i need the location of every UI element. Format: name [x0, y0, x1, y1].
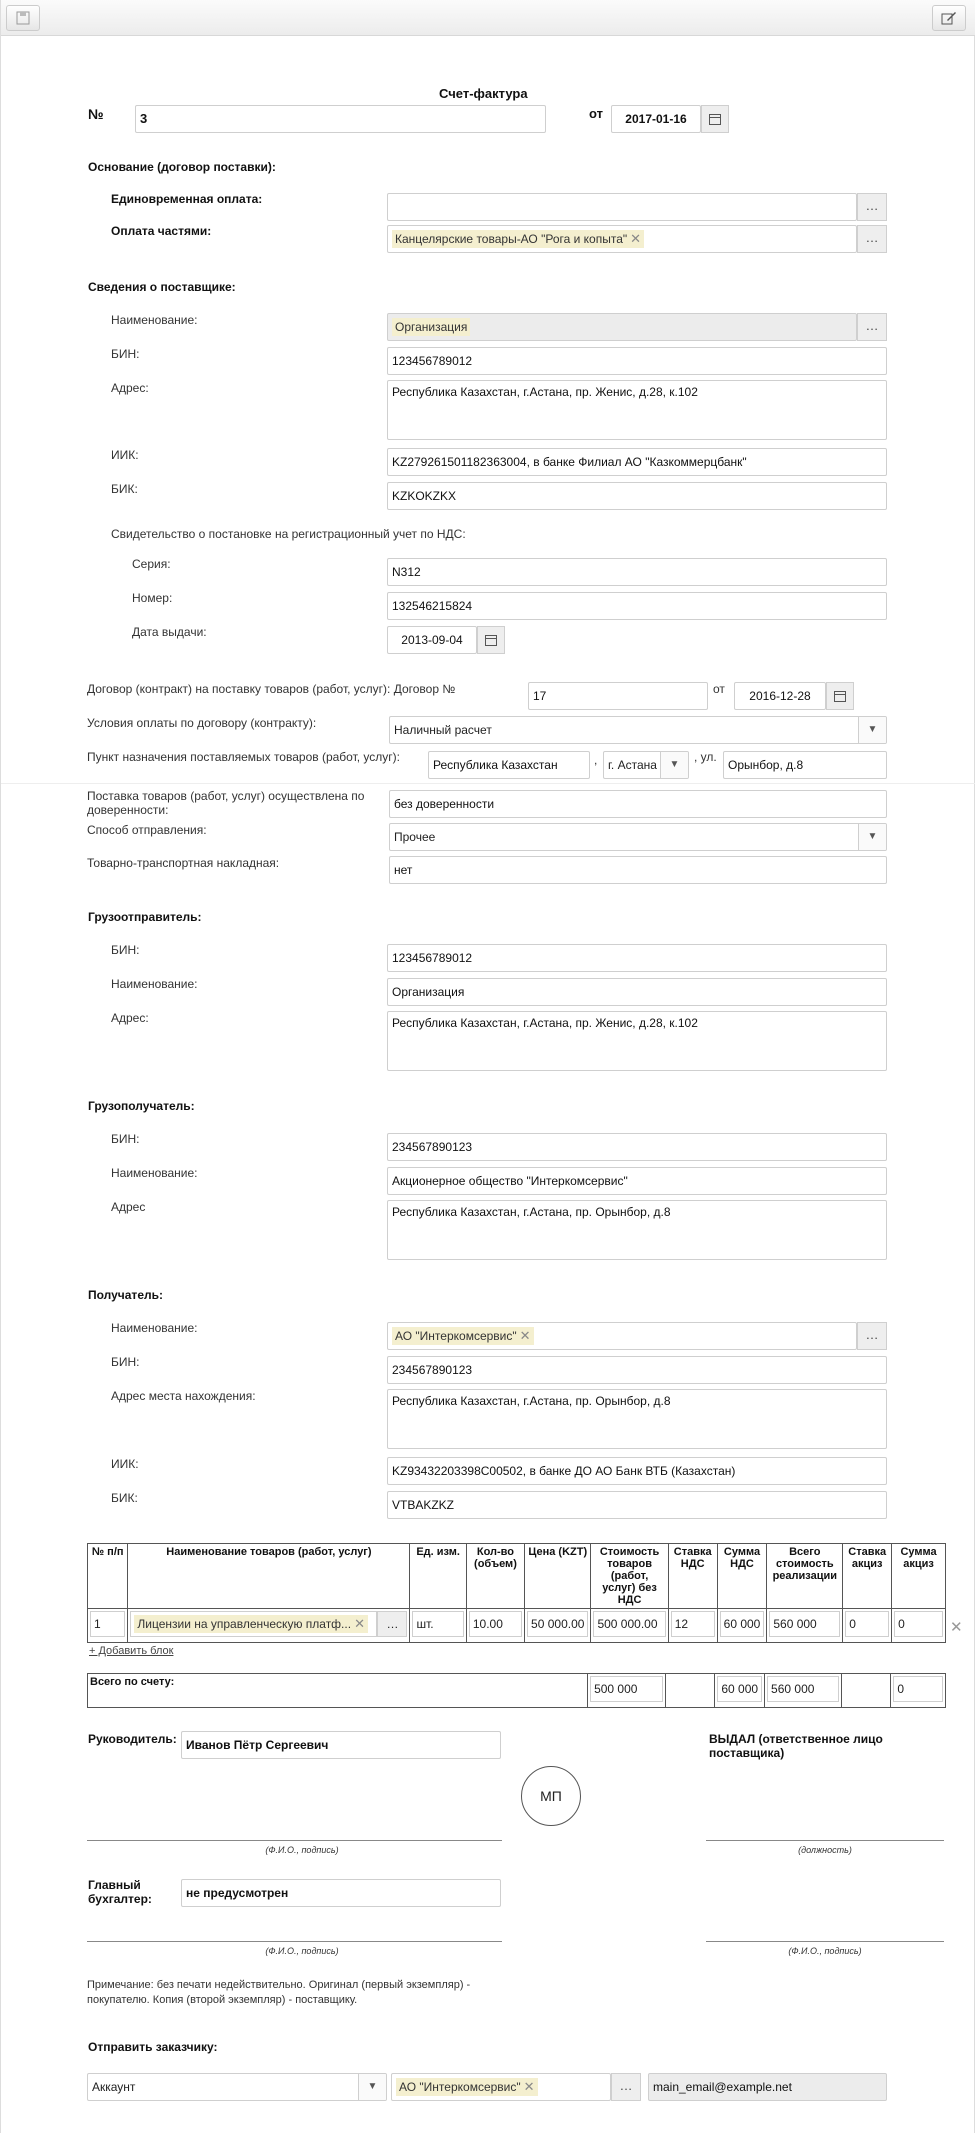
supplier-bik-input[interactable]: KZKOKZKX: [387, 482, 887, 510]
col-header: Стоимость товаров (работ, услуг) без НДС: [591, 1544, 668, 1609]
remove-tag-icon[interactable]: ✕: [354, 1616, 365, 1631]
chevron-down-icon: ▼: [858, 717, 886, 743]
issue-calendar-button[interactable]: [477, 626, 505, 654]
send-recipient-tag: [396, 2078, 538, 2096]
goods-table: [87, 1543, 946, 1643]
account-value: Аккаунт: [92, 2080, 136, 2094]
head-caption: (Ф.И.О., подпись): [265, 1845, 339, 1855]
consignee-bin-label: БИН:: [111, 1132, 140, 1146]
total-sum-input[interactable]: 560 000: [767, 1676, 839, 1702]
stamp-placeholder: МП: [521, 1766, 581, 1826]
recipient-iik-input[interactable]: KZ93432203398C00502, в банке ДО АО Банк ВТБ (Казахстан): [387, 1457, 887, 1485]
consignee-address-input[interactable]: Республика Казахстан, г.Астана, пр. Орынбор, д.8: [387, 1200, 887, 1260]
cert-number-input[interactable]: 132546215824: [387, 592, 887, 620]
recipient-name-label: Наименование:: [111, 1321, 198, 1335]
add-block-link[interactable]: + Добавить блок: [89, 1645, 174, 1657]
street-input[interactable]: Орынбор, д.8: [723, 751, 887, 779]
recipient-bin-label: БИН:: [111, 1355, 140, 1369]
col-header: Ставка акциз: [843, 1544, 892, 1609]
city-value: г. Астана: [608, 758, 657, 772]
cost-input[interactable]: 500 000.00: [593, 1611, 665, 1637]
shipper-address-input[interactable]: Республика Казахстан, г.Астана, пр. Женис, д.28, к.102: [387, 1011, 887, 1071]
cert-number-label: Номер:: [132, 591, 173, 605]
supplier-bin-label: БИН:: [111, 347, 140, 361]
col-header: Цена (KZT): [525, 1544, 591, 1609]
supplier-bik-label: БИК:: [111, 482, 138, 496]
col-header: Всего стоимость реализации: [767, 1544, 843, 1609]
product-input[interactable]: [130, 1611, 377, 1637]
shipping-label: Способ отправления:: [87, 823, 207, 837]
contract-calendar-button[interactable]: [826, 682, 854, 710]
edit-icon: [941, 10, 957, 26]
invoice-number-input[interactable]: 3: [135, 105, 546, 133]
recipient-bin-input[interactable]: 234567890123: [387, 1356, 887, 1384]
accountant-signature-line: [87, 1941, 502, 1942]
comma-separator: ,: [594, 753, 598, 767]
recipient-bik-label: БИК:: [111, 1491, 138, 1505]
col-header: Наименование товаров (работ, услуг): [128, 1544, 410, 1609]
waybill-label: Товарно-транспортная накладная:: [87, 856, 280, 870]
recipient-iik-label: ИИК:: [111, 1457, 139, 1471]
payment-terms-select[interactable]: [389, 716, 887, 744]
col-header: Сумма НДС: [717, 1544, 767, 1609]
excise-sum-input[interactable]: 0: [894, 1611, 943, 1637]
table-header-row: [88, 1544, 946, 1609]
proxy-input[interactable]: без доверенности: [389, 790, 887, 818]
col-header: Ставка НДС: [668, 1544, 717, 1609]
col-header: Сумма акциз: [892, 1544, 946, 1609]
contract-label: Договор (контракт) на поставку товаров (работ, услуг): Договор №: [87, 682, 456, 696]
supplier-iik-input[interactable]: KZ279261501182363004, в банке Филиал АО "Казкоммерцбанк": [387, 448, 887, 476]
recipient-name-input[interactable]: [387, 1322, 857, 1350]
row-number-input[interactable]: 1: [90, 1611, 125, 1637]
shipper-name-label: Наименование:: [111, 977, 198, 991]
lump-select-button[interactable]: …: [857, 193, 887, 221]
supplier-name-label: Наименование:: [111, 313, 198, 327]
send-label: Отправить заказчику:: [88, 2040, 218, 2054]
calendar-icon: [709, 113, 721, 125]
issued-label: ВЫДАЛ (ответственное лицо поставщика): [709, 1732, 883, 1760]
supplier-select-button[interactable]: …: [857, 313, 887, 341]
contract-tag-text: Канцелярские товары-АО "Рога и копыта": [395, 232, 628, 246]
lump-label: Единовременная оплата:: [111, 192, 263, 206]
remove-tag-icon[interactable]: ✕: [523, 2079, 535, 2094]
totals-label: Всего по счету:: [88, 1674, 588, 1708]
date-label: от: [589, 106, 603, 121]
supplier-iik-label: ИИК:: [111, 448, 139, 462]
recipient-bik-input[interactable]: VTBAKZKZ: [387, 1491, 887, 1519]
save-icon: [16, 11, 30, 25]
street-label: , ул.: [694, 750, 717, 764]
supplier-address-label: Адрес:: [111, 381, 149, 395]
consignee-address-label: Адрес: [111, 1200, 146, 1214]
col-header: Ед. изм.: [410, 1544, 466, 1609]
position-caption: (должность): [798, 1845, 852, 1855]
price-input[interactable]: 50 000.00: [527, 1611, 588, 1637]
note-text: Примечание: без печати недействительно. Оригинал (первый экземпляр) - покупателю. Копия (второй экземпляр) - поставщику.: [87, 1979, 471, 2006]
edit-button[interactable]: [932, 5, 966, 31]
shipping-value: Прочее: [394, 830, 436, 844]
country-input[interactable]: Республика Казахстан: [428, 751, 590, 779]
remove-tag-icon[interactable]: ✕: [519, 1328, 531, 1343]
shipper-bin-label: БИН:: [111, 943, 140, 957]
number-label: №: [88, 106, 104, 122]
chevron-down-icon: ▼: [660, 752, 688, 778]
series-label: Серия:: [132, 557, 171, 571]
parts-select-button[interactable]: …: [857, 225, 887, 253]
vat-cert-label: Свидетельство о постановке на регистрационный учет по НДС:: [111, 527, 466, 541]
basis-label: Основание (договор поставки):: [88, 160, 276, 174]
product-tag-text: Лицензии на управленческую платф...: [137, 1617, 352, 1631]
calendar-icon: [834, 690, 846, 702]
vat-rate-input[interactable]: 12: [671, 1611, 715, 1637]
total-excise-input[interactable]: 0: [893, 1676, 943, 1702]
totals-row: [88, 1674, 946, 1708]
send-recipient-tag-text: АО "Интеркомсервис": [399, 2080, 521, 2094]
calendar-button[interactable]: [701, 105, 729, 133]
parts-payment-input[interactable]: [387, 225, 857, 253]
destination-label: Пункт назначения поставляемых товаров (работ, услуг):: [87, 750, 400, 764]
email-input[interactable]: main_email@example.net: [648, 2073, 887, 2101]
contract-date-input[interactable]: 2016-12-28: [734, 682, 826, 710]
product-field: [130, 1611, 407, 1637]
issued-fio-caption: (Ф.И.О., подпись): [788, 1946, 862, 1956]
shipper-bin-input[interactable]: 123456789012: [387, 944, 887, 972]
recipient-label: Получатель:: [88, 1288, 163, 1302]
consignee-name-label: Наименование:: [111, 1166, 198, 1180]
send-recipient-select-button[interactable]: …: [611, 2073, 641, 2101]
product-select-button[interactable]: …: [377, 1611, 407, 1637]
top-toolbar: [1, 0, 975, 36]
shipper-address-label: Адрес:: [111, 1011, 149, 1025]
supplier-address-input[interactable]: Республика Казахстан, г.Астана, пр. Женис, д.28, к.102: [387, 380, 887, 440]
head-signature-line: [87, 1840, 502, 1841]
payment-terms-label: Условия оплаты по договору (контракту):: [87, 716, 317, 730]
supplier-label: Сведения о поставщике:: [88, 280, 236, 294]
shipping-select[interactable]: [389, 823, 887, 851]
vat-sum-input[interactable]: 60 000: [720, 1611, 765, 1637]
totals-table: [87, 1673, 946, 1708]
qty-input[interactable]: 10.00: [469, 1611, 522, 1637]
consignee-label: Грузополучатель:: [88, 1099, 195, 1113]
consignee-bin-input[interactable]: 234567890123: [387, 1133, 887, 1161]
recipient-address-input[interactable]: Республика Казахстан, г.Астана, пр. Орынбор, д.8: [387, 1389, 887, 1449]
table-row: [88, 1609, 946, 1643]
supplier-bin-input[interactable]: 123456789012: [387, 347, 887, 375]
delete-row-icon[interactable]: ✕: [950, 1619, 963, 1636]
account-select[interactable]: [87, 2073, 387, 2101]
proxy-label: Поставка товаров (работ, услуг) осуществлена по доверенности:: [87, 789, 365, 817]
total-input[interactable]: 560 000: [769, 1611, 840, 1637]
page-title: Счет-фактура: [439, 86, 528, 101]
head-label: Руководитель:: [88, 1732, 177, 1746]
chevron-down-icon: ▼: [358, 2074, 386, 2100]
supplier-tag: Организация: [392, 318, 470, 336]
shipper-label: Грузоотправитель:: [88, 910, 202, 924]
series-input[interactable]: N312: [387, 558, 887, 586]
calendar-icon: [485, 634, 497, 646]
issued-signature-line: [706, 1840, 944, 1841]
shipper-name-input[interactable]: Организация: [387, 978, 887, 1006]
unit-input[interactable]: шт.: [412, 1611, 463, 1637]
city-select[interactable]: [603, 751, 689, 779]
payment-terms-value: Наличный расчет: [394, 723, 492, 737]
chevron-down-icon: ▼: [858, 824, 886, 850]
head-input[interactable]: Иванов Пётр Сергеевич: [181, 1731, 501, 1759]
col-header: Кол-во (объем): [466, 1544, 524, 1609]
accountant-input[interactable]: не предусмотрен: [181, 1879, 501, 1907]
issue-date-input[interactable]: 2013-09-04: [387, 626, 477, 654]
consignee-name-input[interactable]: Акционерное общество "Интеркомсервис": [387, 1167, 887, 1195]
contract-date-label: от: [713, 682, 725, 696]
contract-tag: [392, 230, 644, 248]
accountant-label: Главный бухгалтер:: [88, 1878, 152, 1906]
total-vat-input[interactable]: 60 000: [717, 1676, 762, 1702]
total-cost-input[interactable]: 500 000: [590, 1676, 663, 1702]
recipient-tag-text: АО "Интеркомсервис": [395, 1329, 517, 1343]
recipient-select-button[interactable]: …: [857, 1322, 887, 1350]
issued-fio-line: [706, 1941, 944, 1942]
waybill-input[interactable]: нет: [389, 856, 887, 884]
issue-date-label: Дата выдачи:: [132, 625, 207, 639]
divider: [1, 783, 975, 784]
invoice-date-input[interactable]: 2017-01-16: [611, 105, 701, 133]
save-button[interactable]: [6, 5, 40, 31]
col-header: № п/п: [88, 1544, 128, 1609]
recipient-address-label: Адрес места нахождения:: [111, 1389, 256, 1403]
recipient-tag: [392, 1327, 534, 1345]
accountant-caption: (Ф.И.О., подпись): [265, 1946, 339, 1956]
send-recipient-input[interactable]: [391, 2073, 611, 2101]
contract-number-input[interactable]: 17: [528, 682, 708, 710]
lump-payment-input[interactable]: [387, 193, 857, 221]
supplier-name-input[interactable]: [387, 313, 857, 341]
excise-rate-input[interactable]: 0: [845, 1611, 889, 1637]
remove-tag-icon[interactable]: ✕: [630, 231, 642, 246]
parts-label: Оплата частями:: [111, 224, 212, 238]
product-tag: [134, 1615, 368, 1633]
